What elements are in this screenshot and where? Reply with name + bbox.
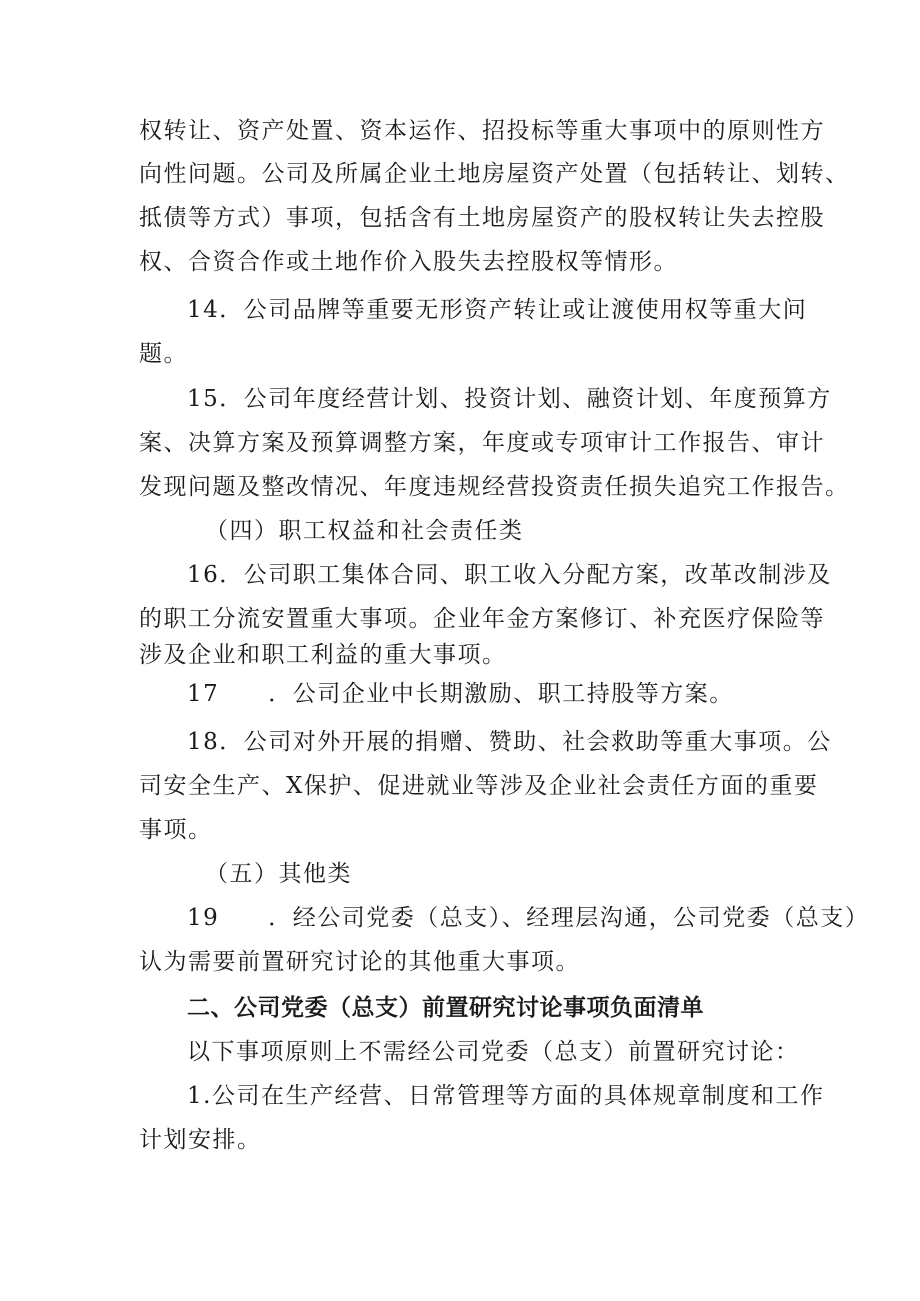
item-15: 15．公司年度经营计划、投资计划、融资计划、年度预算方	[187, 386, 832, 412]
item-19: 19 ．经公司党委（总支）、经理层沟通，公司党委（总支）	[187, 905, 870, 931]
item-16: 16．公司职工集体合同、职工收入分配方案，改革改制涉及	[187, 562, 832, 588]
paragraph-line: 的职工分流安置重大事项。企业年金方案修订、补充医疗保险等	[139, 606, 825, 632]
paragraph-line: 向性问题。公司及所属企业土地房屋资产处置（包括转让、划转、	[139, 161, 850, 187]
item-14: 14．公司品牌等重要无形资产转让或让渡使用权等重大问	[187, 297, 808, 323]
paragraph-line: 抵债等方式）事项，包括含有土地房屋资产的股权转让失去控股	[139, 205, 825, 231]
paragraph-line: 事项。	[139, 817, 213, 843]
paragraph-line: 题。	[139, 341, 188, 367]
paragraph-line: 权转让、资产处置、资本运作、招投标等重大事项中的原则性方	[139, 118, 825, 144]
section-title-negative-list: 二、公司党委（总支）前置研究讨论事项负面清单	[187, 995, 704, 1021]
intro-line: 以下事项原则上不需经公司党委（总支）前置研究讨论：	[187, 1039, 800, 1065]
section-heading-4: （四）职工权益和社会责任类	[205, 518, 524, 544]
item-17: 17 ．公司企业中长期激励、职工持股等方案。	[187, 681, 734, 707]
item-18: 18．公司对外开展的捐赠、赞助、社会救助等重大事项。公	[187, 729, 832, 755]
paragraph-line: 案、决算方案及预算调整方案，年度或专项审计工作报告、审计	[139, 430, 825, 456]
paragraph-line: 司安全生产、X保护、促进就业等涉及企业社会责任方面的重要	[139, 773, 819, 799]
paragraph-line: 权、合资合作或土地作价入股失去控股权等情形。	[139, 249, 678, 275]
paragraph-line: 发现问题及整改情况、年度违规经营投资责任损失追究工作报告。	[139, 474, 850, 500]
paragraph-line: 认为需要前置研究讨论的其他重大事项。	[139, 949, 580, 975]
paragraph-line: 计划安排。	[139, 1127, 262, 1153]
section-heading-5: （五）其他类	[205, 861, 352, 887]
item-1: 1.公司在生产经营、日常管理等方面的具体规章制度和工作	[187, 1083, 825, 1109]
paragraph-line: 涉及企业和职工利益的重大事项。	[139, 642, 507, 668]
